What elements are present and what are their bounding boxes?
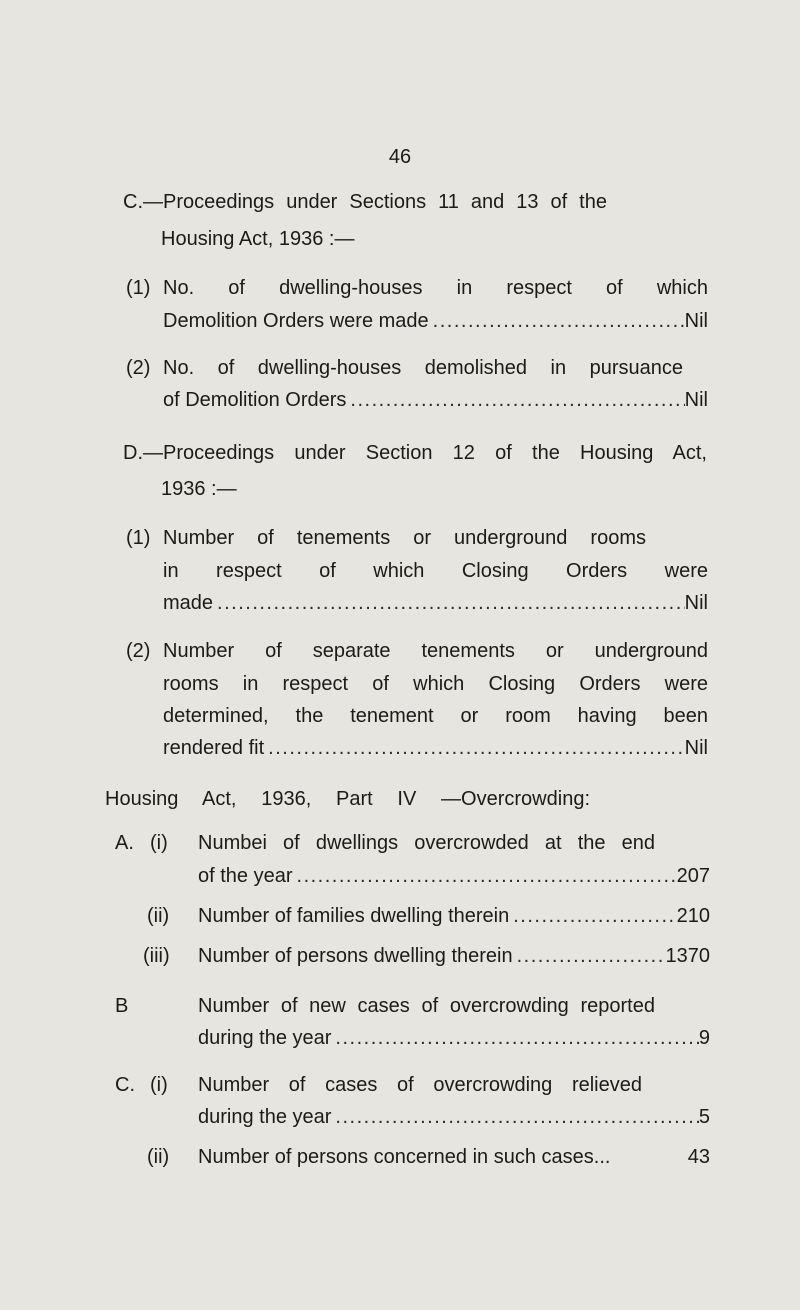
subsection-c-item-2-label: (ii): [147, 1146, 170, 1168]
section-d-item-2-text-4: rendered fit: [163, 737, 265, 759]
section-c-item-2-leader: [163, 387, 708, 413]
dot-leader: [331, 1104, 698, 1130]
section-d-item-1-text-2: in respect of which Closing Orders were: [163, 560, 708, 582]
subsection-c-letter: C.: [115, 1074, 135, 1096]
section-d-item-2-text: Number of separate tenements or underground: [163, 640, 708, 662]
section-d-heading: D.—Proceedings under Section 12 of the Housing Act,: [123, 442, 707, 464]
section-c-item-1-leader: [163, 308, 708, 334]
dot-leader: [331, 1025, 698, 1051]
subsection-c-item-1-text-cont: during the year: [198, 1106, 332, 1128]
subsection-b-letter: B: [115, 995, 129, 1017]
section-d-item-1-text: Number of tenements or underground rooms: [163, 527, 646, 549]
section-d-item-2-label: (2): [126, 640, 151, 662]
section-c-heading-cont: Housing Act, 1936 :—: [161, 228, 355, 250]
subsection-a-item-2-label: (ii): [147, 905, 170, 927]
subsection-a-item-1-leader: [198, 863, 710, 889]
subsection-a-item-3-label: (iii): [143, 945, 170, 967]
section-c-item-1-text-cont: Demolition Orders were made: [163, 310, 429, 332]
section-c-item-2-label: (2): [126, 357, 151, 379]
subsection-b-leader: [198, 1025, 710, 1051]
dot-leader: [346, 387, 684, 413]
section-d-item-1-value: Nil: [684, 592, 708, 614]
section-c-item-1-value: Nil: [684, 310, 708, 332]
dot-leader: [293, 863, 677, 889]
section-c-item-1-text: No. of dwelling-houses in respect of which: [163, 277, 708, 299]
subsection-c-item-2-text: Number of persons concerned in such cases...: [198, 1146, 611, 1168]
subsection-a-item-1-text-cont: of the year: [198, 865, 293, 887]
subsection-c-item-1-label: (i): [150, 1074, 168, 1096]
section-c-item-2-text: No. of dwelling-houses demolished in pursuance: [163, 357, 683, 379]
overcrowding-heading: Housing Act, 1936, Part IV —Overcrowding:: [105, 788, 590, 810]
section-d-item-2-value: Nil: [684, 737, 708, 759]
section-c-item-1-label: (1): [126, 277, 151, 299]
dot-leader: [429, 308, 685, 334]
subsection-a-item-2-leader: [198, 903, 710, 929]
section-d-heading-cont: 1936 :—: [161, 478, 237, 500]
page-number: 46: [388, 146, 412, 168]
subsection-a-item-2-text: Number of families dwelling therein: [198, 905, 510, 927]
section-d-item-2-text-3: determined, the tenement or room having been: [163, 705, 708, 727]
subsection-c-item-2-value: 43: [687, 1146, 710, 1168]
dot-leader: [213, 590, 685, 616]
dot-leader: [509, 903, 676, 929]
subsection-b-value: 9: [698, 1027, 710, 1049]
section-d-item-1-leader: [163, 590, 708, 616]
subsection-c-item-1-text: Number of cases of overcrowding relieved: [198, 1074, 642, 1096]
subsection-c-item-1-value: 5: [698, 1106, 710, 1128]
subsection-c-item-1-leader: [198, 1104, 710, 1130]
subsection-a-item-1-text: Numbei of dwellings overcrowded at the end: [198, 832, 655, 854]
dot-leader: [264, 735, 684, 761]
section-c-item-2-text-cont: of Demolition Orders: [163, 389, 347, 411]
section-d-item-2-leader: [163, 735, 708, 761]
subsection-b-text-cont: during the year: [198, 1027, 332, 1049]
section-d-item-1-label: (1): [126, 527, 151, 549]
section-c-heading: C.—Proceedings under Sections 11 and 13 of the: [123, 191, 607, 213]
section-c-item-2-value: Nil: [684, 389, 708, 411]
subsection-a-item-3-text: Number of persons dwelling therein: [198, 945, 513, 967]
subsection-a-letter: A.: [115, 832, 134, 854]
subsection-a-item-1-label: (i): [150, 832, 168, 854]
subsection-a-item-2-value: 210: [676, 905, 710, 927]
subsection-a-item-3-value: 1370: [665, 945, 710, 967]
section-d-item-2-text-2: rooms in respect of which Closing Orders were: [163, 673, 708, 695]
subsection-a-item-3-leader: [198, 943, 710, 969]
dot-leader: [513, 943, 666, 969]
section-d-item-1-text-3: made: [163, 592, 214, 614]
subsection-b-text: Number of new cases of overcrowding reported: [198, 995, 655, 1017]
subsection-a-item-1-value: 207: [676, 865, 710, 887]
